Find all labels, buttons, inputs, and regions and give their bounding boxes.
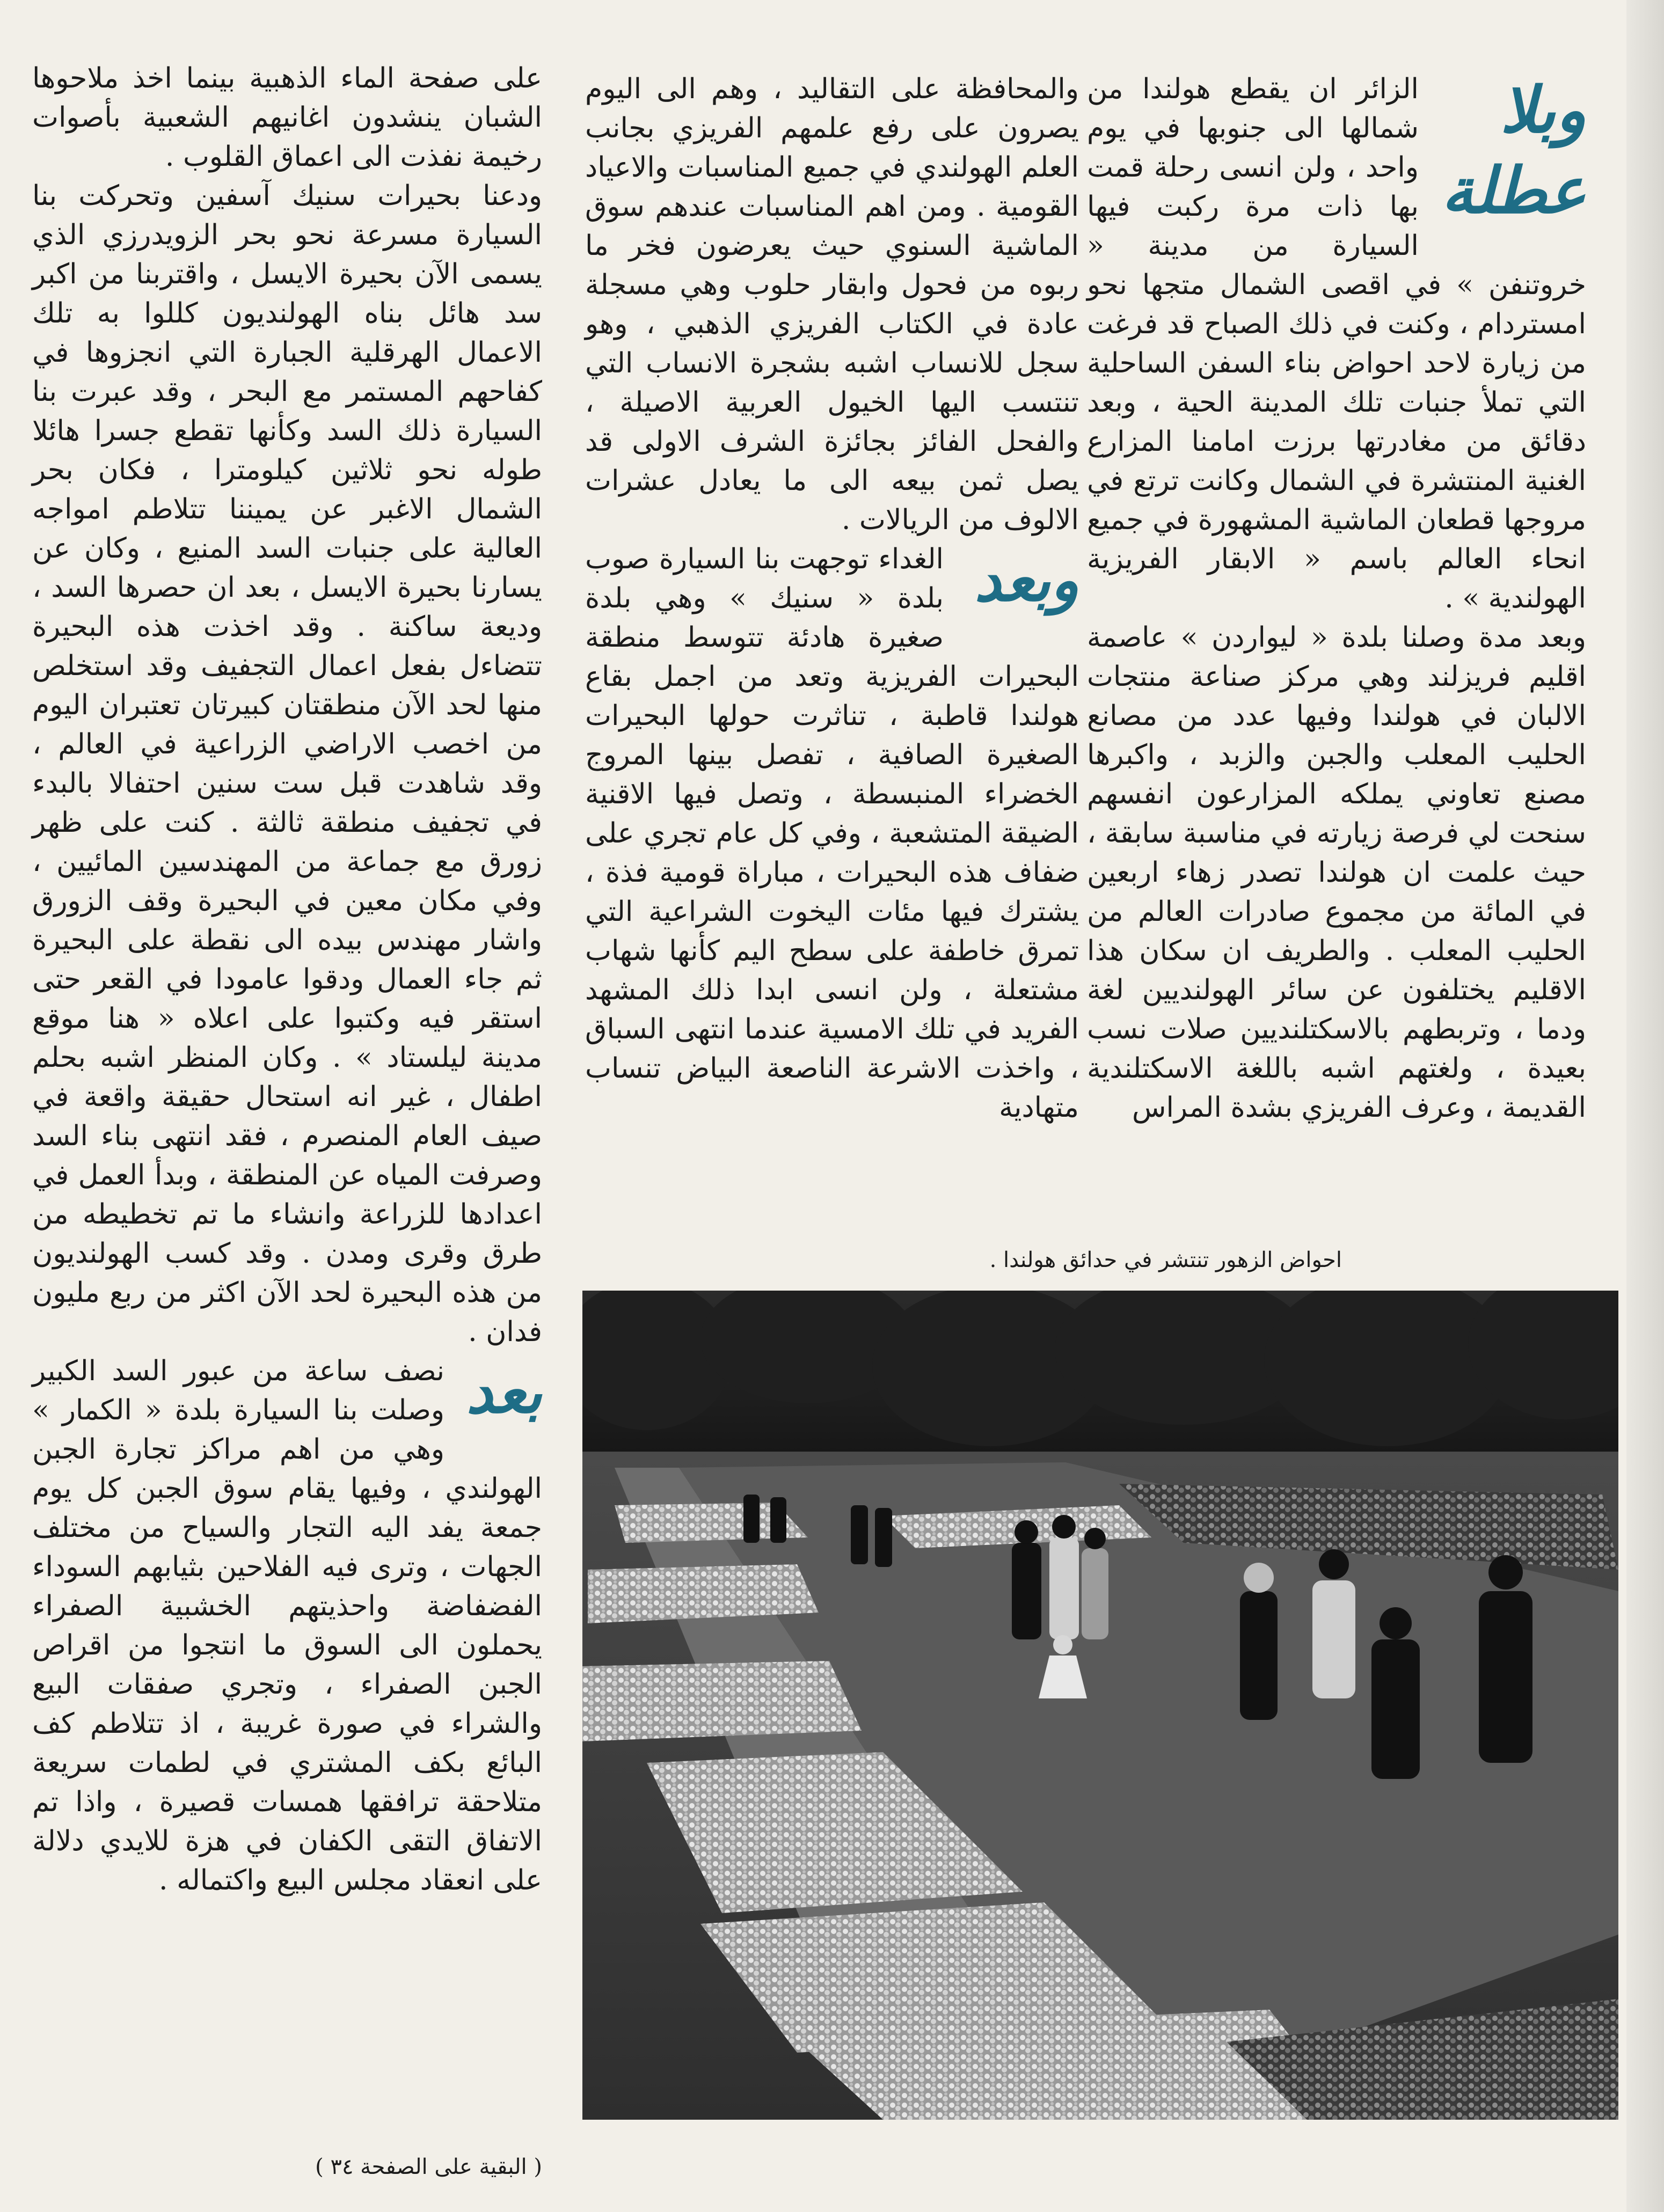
drop-heading-right: وبلا عطلة [1441, 72, 1586, 228]
drop-heading-middle: وبعد [974, 545, 1079, 614]
article-column-middle [585, 70, 1079, 1186]
garden-photo [582, 1291, 1618, 2120]
page-edge [1626, 0, 1664, 2212]
paragraph: نصف ساعة من عبور السد الكبير وصلت بنا السيارة بلدة « الكمار » وهي من اهم مراكز تجارة الجبن الهولندي ، وفيها يقام سوق الجبن كل يوم جمعة يفد اليه التجار والسياح من مختلف الجهات ، وترى فيه الفلاحين بثيابهم السوداء الفضفاضة واحذيتهم الخشبية الصفراء يحملون الى السوق ما انتجوا من اقراص الجبن الصفراء ، وتجري صفقات البيع والشراء في صورة غريبة ، اذ تتلاطم كف البائع بكف المشتري في لطمات سريعة متلاحقة ترافقها همسات قصيرة ، واذا تم الاتفاق التقى الكفان في هزة للايدي دلالة على انعقاد مجلس البيع واكتماله . [32, 1355, 542, 1896]
paragraph: الغداء توجهت بنا السيارة صوب بلدة « سنيك » وهي بلدة صغيرة هادئة تتوسط منطقة البحيرات الفريزية وتعد من اجمل بقاع هولندا قاطبة ، تناثرت حولها البحيرات الصغيرة الصافية ، تفصل بينها المروج الخضراء المنبسطة ، وتصل فيها الاقنية الضيقة المتشعبة ، وفي كل عام تجري على ضفاف هذه البحيرات ، مباراة قومية فذة ، يشترك فيها مئات اليخوت الشراعية التي تمرق خاطفة على سطح اليم كأنها شهاب مشتعلة ، ولن انسى ابدا ذلك المشهد الفريد في تلك الامسية عندما انتهى السباق ، واخذت الاشرعة الناصعة البياض تنساب متهادية [585, 543, 1079, 1124]
paragraph: على صفحة الماء الذهبية بينما اخذ ملاحوها الشبان ينشدون اغانيهم الشعبية بأصوات رخيمة نفذت الى اعماق القلوب . [32, 62, 542, 173]
garden-photo-image [582, 1291, 1618, 2120]
paragraph: والمحافظة على التقاليد ، وهم الى اليوم يصرون على رفع علمهم الفريزي بجانب العلم الهولندي في جميع المناسبات والاعياد القومية . ومن اهم المناسبات عندهم سوق الماشية السنوي حيث يعرضون فخر ما ربوه من فحول وابقار حلوب وهي مسجلة عادة في الكتاب الفريزي الذهبي ، وهو سجل للانساب اشبه بشجرة الانساب التي تنتسب اليها الخيول العربية الاصيلة ، والفحل الفائز بجائزة الشرف الاولى قد يصل ثمن بيعه الى ما يعادل عشرات الالوف من الريالات . [585, 73, 1079, 536]
drop-heading-left: بعد [466, 1357, 542, 1426]
article-column-left [32, 59, 542, 2147]
paragraph: ودعنا بحيرات سنيك آسفين وتحركت بنا السيارة مسرعة نحو بحر الزويدرزي الذي يسمى الآن بحيرة الايسل ، واقتربنا من اكبر سد هائل بناه الهولنديون كللوا به تلك الاعمال الهرقلية الجبارة التي انجزوها في كفاحهم المستمر مع البحر ، وقد عبرت بنا السيارة ذلك السد وكأنها تقطع جسرا هائلا طوله نحو ثلاثين كيلومترا ، فكان بحر الشمال الاغبر عن يميننا تتلاطم امواجه العالية على جنبات السد المنيع ، وكان عن يسارنا بحيرة الايسل ، بعد ان حصرها السد ، وديعة ساكنة . وقد اخذت هذه البحيرة تتضاءل بفعل اعمال التجفيف وقد استخلص منها لحد الآن منطقتان كبيرتان تعتبران اليوم من اخصب الاراضي الزراعية في العالم ، وقد شاهدت قبل ست سنين احتفالا بالبدء في تجفيف منطقة ثالثة . كنت على ظهر زورق مع جماعة من المهندسين المائيين ، وفي مكان معين في البحيرة وقف الزورق واشار مهندس بيده الى نقطة على البحيرة ثم جاء العمال ودقوا عامودا في القعر حتى استقر فيه وكتبوا على اعلاه « هنا موقع مدينة ليلستاد » . وكان المنظر اشبه بحلم اطفال ، غير انه استحال حقيقة واقعة في صيف العام المنصرم ، فقد انتهى بناء السد وصرفت المياه عن المنطقة ، وبدأ العمل في اعدادها للزراعة وانشاء ما تم تخطيطه من طرق وقرى ومدن . وقد كسب الهولنديون من هذه البحيرة لحد الآن اكثر من ربع مليون فدان . [32, 180, 542, 1348]
continued-note: ( البقية على الصفحة ٣٤ ) [315, 2155, 542, 2179]
paragraph: الزائر ان يقطع هولندا من شمالها الى جنوبها في يوم واحد ، ولن انسى رحلة قمت بها ذات مرة ركبت فيها السيارة من مدينة « خروتنفن » في اقصى الشمال متجها نحو امستردام ، وكنت في ذلك الصباح قد فرغت من زيارة لاحد احواض بناء السفن الساحلية التي تملأ جنبات تلك المدينة الحية ، وبعد دقائق من مغادرتها برزت امامنا المزارع الغنية المنتشرة في الشمال وكانت ترتع في مروجها قطعان الماشية المشهورة في جميع انحاء العالم باسم « الابقار الفريزية الهولندية » . [1087, 73, 1586, 614]
photo-caption: احواض الزهور تنتشر في حدائق هولندا . [989, 1248, 1342, 1272]
paragraph: وبعد مدة وصلنا بلدة « ليواردن » عاصمة اقليم فريزلند وهي مركز صناعة منتجات الالبان في هولندا وفيها عدد من مصانع الحليب المعلب والجبن والزبد ، واكبرها مصنع تعاوني يملكه المزارعون انفسهم سنحت لي فرصة زيارته في مناسبة سابقة ، حيث علمت ان هولندا تصدر زهاء اربعين في المائة من مجموع صادرات العالم من الحليب المعلب . والطريف ان سكان هذا الاقليم يختلفون عن سائر الهولنديين لغة ودما ، وتربطهم بالاسكتلنديين صلات نسب بعيدة ، ولغتهم اشبه باللغة الاسكتلندية القديمة ، وعرف الفريزي بشدة المراس [1087, 621, 1586, 1124]
article-column-right [1087, 70, 1586, 1191]
